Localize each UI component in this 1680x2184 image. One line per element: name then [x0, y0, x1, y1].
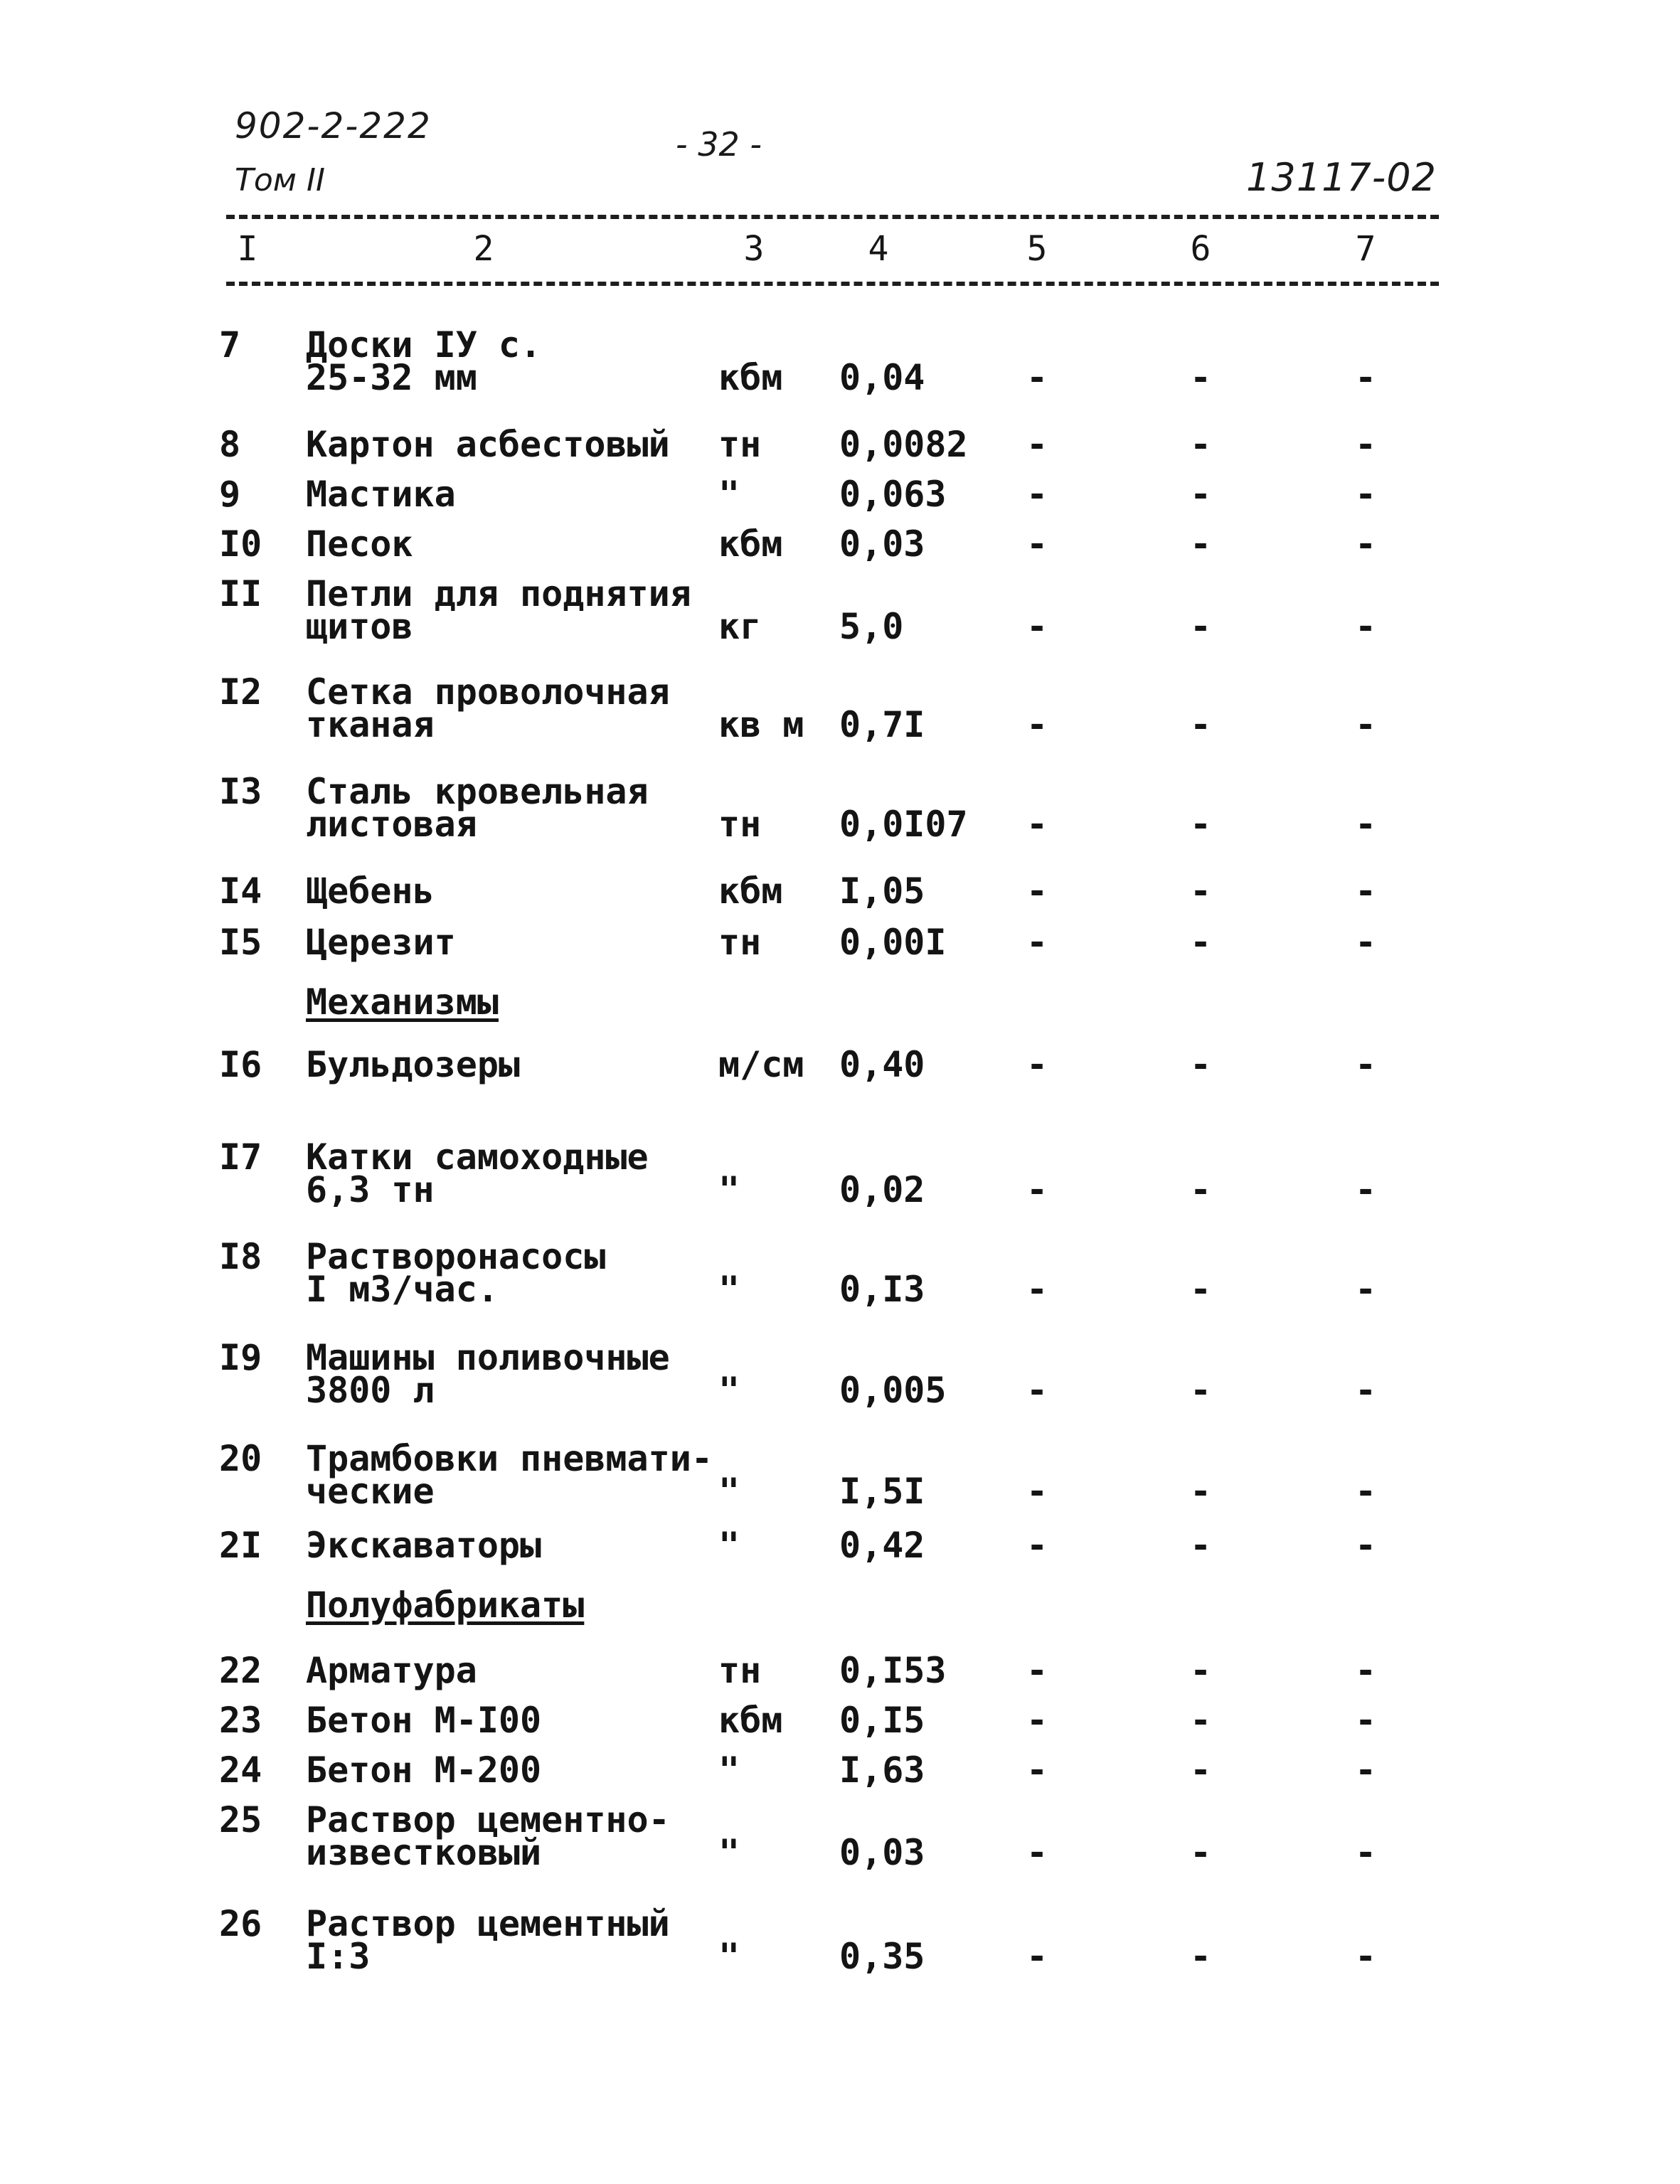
- item-name: Экскаваторы: [306, 1525, 542, 1566]
- item-name: Бетон М-200: [306, 1749, 542, 1791]
- row-number: I9: [219, 1337, 262, 1378]
- quantity: 0,35: [839, 1936, 925, 1977]
- column-5-value: -: [1026, 1936, 1048, 1977]
- column-7-value: -: [1354, 1525, 1377, 1566]
- table-row: [0, 1525, 1680, 1566]
- row-number: 24: [219, 1749, 262, 1791]
- table-row: [0, 1337, 1680, 1411]
- document-id: 13117-02: [1246, 155, 1437, 200]
- column-6-value: -: [1189, 523, 1212, 565]
- quantity: 0,0I07: [839, 804, 968, 845]
- column-6-value: -: [1189, 870, 1212, 912]
- column-6-value: -: [1189, 606, 1212, 647]
- column-7-value: -: [1354, 606, 1377, 647]
- row-number: I7: [219, 1136, 262, 1178]
- column-5-value: -: [1026, 704, 1048, 745]
- quantity: 0,42: [839, 1525, 925, 1566]
- quantity: 0,04: [839, 357, 925, 398]
- table-row: [0, 1438, 1680, 1512]
- section-title: Полуфабрикаты: [306, 1584, 585, 1626]
- column-7-value: -: [1354, 1650, 1377, 1691]
- column-6-value: -: [1189, 1700, 1212, 1741]
- column-6-value: -: [1189, 424, 1212, 465]
- column-6-value: -: [1189, 922, 1212, 963]
- quantity: 0,I53: [839, 1650, 947, 1691]
- unit-of-measure: кбм: [718, 1700, 783, 1741]
- column-5-value: -: [1026, 1370, 1048, 1411]
- column-header-1: I: [237, 229, 258, 269]
- column-7-value: -: [1354, 870, 1377, 912]
- quantity: 0,03: [839, 1832, 925, 1873]
- column-5-value: -: [1026, 1471, 1048, 1512]
- quantity: I,5I: [839, 1471, 925, 1512]
- unit-of-measure: кв м: [718, 704, 804, 745]
- item-name: Растворонасосы I м3/час.: [306, 1236, 606, 1310]
- quantity: 0,005: [839, 1370, 947, 1411]
- column-7-value: -: [1354, 357, 1377, 398]
- unit-of-measure: м/см: [718, 1044, 804, 1085]
- column-header-5: 5: [1026, 229, 1048, 269]
- column-5-value: -: [1026, 357, 1048, 398]
- item-name: Бульдозеры: [306, 1044, 521, 1085]
- unit-of-measure: кбм: [718, 357, 783, 398]
- column-6-value: -: [1189, 1936, 1212, 1977]
- item-name: Петли для поднятия щитов: [306, 573, 691, 647]
- column-5-value: -: [1026, 922, 1048, 963]
- item-name: Раствор цементно- известковый: [306, 1799, 670, 1873]
- item-name: Церезит: [306, 922, 456, 963]
- column-5-value: -: [1026, 1269, 1048, 1310]
- quantity: I,63: [839, 1749, 925, 1791]
- table-row: [0, 573, 1680, 647]
- row-number: II: [219, 573, 262, 614]
- column-7-value: -: [1354, 1832, 1377, 1873]
- quantity: I,05: [839, 870, 925, 912]
- column-5-value: -: [1026, 1044, 1048, 1085]
- unit-of-measure: тн: [718, 1650, 762, 1691]
- row-number: I3: [219, 771, 262, 812]
- row-number: 8: [219, 424, 241, 465]
- table-row: [0, 1044, 1680, 1085]
- column-7-value: -: [1354, 1269, 1377, 1310]
- unit-of-measure: ": [718, 1471, 740, 1512]
- column-5-value: -: [1026, 1169, 1048, 1210]
- unit-of-measure: ": [718, 1269, 740, 1310]
- table-row: [0, 1903, 1680, 1977]
- unit-of-measure: ": [718, 1832, 740, 1873]
- row-number: 22: [219, 1650, 262, 1691]
- table-row: [0, 1650, 1680, 1691]
- row-number: 9: [219, 474, 241, 515]
- column-6-value: -: [1189, 474, 1212, 515]
- column-header-4: 4: [868, 229, 889, 269]
- column-5-value: -: [1026, 1525, 1048, 1566]
- row-number: 25: [219, 1799, 262, 1841]
- column-6-value: -: [1189, 1749, 1212, 1791]
- column-7-value: -: [1354, 1044, 1377, 1085]
- column-6-value: -: [1189, 1471, 1212, 1512]
- table-row: [0, 474, 1680, 515]
- row-number: I4: [219, 870, 262, 912]
- quantity: 0,063: [839, 474, 947, 515]
- unit-of-measure: кг: [718, 606, 762, 647]
- column-7-value: -: [1354, 424, 1377, 465]
- row-number: 20: [219, 1438, 262, 1479]
- column-7-value: -: [1354, 922, 1377, 963]
- column-7-value: -: [1354, 1936, 1377, 1977]
- column-7-value: -: [1354, 704, 1377, 745]
- quantity: 0,7I: [839, 704, 925, 745]
- column-5-value: -: [1026, 474, 1048, 515]
- item-name: Мастика: [306, 474, 456, 515]
- column-5-value: -: [1026, 1749, 1048, 1791]
- column-7-value: -: [1354, 804, 1377, 845]
- column-5-value: -: [1026, 606, 1048, 647]
- row-number: I8: [219, 1236, 262, 1277]
- column-header-6: 6: [1190, 229, 1211, 269]
- unit-of-measure: ": [718, 1525, 740, 1566]
- column-6-value: -: [1189, 1269, 1212, 1310]
- item-name: Песок: [306, 523, 413, 565]
- quantity: 0,03: [839, 523, 925, 565]
- item-name: Раствор цементный I:3: [306, 1903, 670, 1977]
- document-code: 902-2-222: [235, 105, 432, 147]
- quantity: 0,00I: [839, 922, 947, 963]
- unit-of-measure: тн: [718, 922, 762, 963]
- column-7-value: -: [1354, 1169, 1377, 1210]
- volume-label: Том II: [235, 162, 325, 198]
- item-name: Катки самоходные 6,3 тн: [306, 1136, 649, 1210]
- column-6-value: -: [1189, 1370, 1212, 1411]
- table-row: [0, 1236, 1680, 1310]
- quantity: 0,0082: [839, 424, 968, 465]
- column-6-value: -: [1189, 804, 1212, 845]
- unit-of-measure: ": [718, 474, 740, 515]
- row-number: I5: [219, 922, 262, 963]
- table-row: [0, 771, 1680, 845]
- column-5-value: -: [1026, 804, 1048, 845]
- item-name: Сетка проволочная тканая: [306, 671, 670, 745]
- item-name: Доски IУ с. 25-32 мм: [306, 324, 542, 398]
- column-header-3: 3: [743, 229, 765, 269]
- item-name: Арматура: [306, 1650, 477, 1691]
- column-6-value: -: [1189, 1832, 1212, 1873]
- unit-of-measure: ": [718, 1936, 740, 1977]
- column-5-value: -: [1026, 1832, 1048, 1873]
- row-number: I6: [219, 1044, 262, 1085]
- row-number: I2: [219, 671, 262, 713]
- item-name: Сталь кровельная листовая: [306, 771, 649, 845]
- row-number: 2I: [219, 1525, 262, 1566]
- unit-of-measure: тн: [718, 424, 762, 465]
- column-7-value: -: [1354, 523, 1377, 565]
- quantity: 0,40: [839, 1044, 925, 1085]
- column-6-value: -: [1189, 1169, 1212, 1210]
- unit-of-measure: ": [718, 1370, 740, 1411]
- column-6-value: -: [1189, 1525, 1212, 1566]
- item-name: Бетон М-I00: [306, 1700, 542, 1741]
- column-6-value: -: [1189, 704, 1212, 745]
- column-5-value: -: [1026, 870, 1048, 912]
- quantity: 5,0: [839, 606, 904, 647]
- table-row: [0, 922, 1680, 963]
- table-row: [0, 1700, 1680, 1741]
- item-name: Щебень: [306, 870, 435, 912]
- quantity: 0,02: [839, 1169, 925, 1210]
- column-5-value: -: [1026, 1650, 1048, 1691]
- column-header-2: 2: [473, 229, 494, 269]
- column-6-value: -: [1189, 357, 1212, 398]
- column-7-value: -: [1354, 1471, 1377, 1512]
- column-7-value: -: [1354, 1370, 1377, 1411]
- column-6-value: -: [1189, 1650, 1212, 1691]
- unit-of-measure: ": [718, 1749, 740, 1791]
- section-title: Механизмы: [306, 981, 499, 1023]
- column-5-value: -: [1026, 523, 1048, 565]
- column-7-value: -: [1354, 474, 1377, 515]
- table-row: [0, 424, 1680, 465]
- item-name: Машины поливочные 3800 л: [306, 1337, 670, 1411]
- row-number: 23: [219, 1700, 262, 1741]
- column-7-value: -: [1354, 1749, 1377, 1791]
- column-5-value: -: [1026, 424, 1048, 465]
- unit-of-measure: ": [718, 1169, 740, 1210]
- page-number: - 32 -: [676, 125, 762, 164]
- row-number: I0: [219, 523, 262, 565]
- quantity: 0,I3: [839, 1269, 925, 1310]
- item-name: Трамбовки пневмати- ческие: [306, 1438, 713, 1512]
- row-number: 26: [219, 1903, 262, 1944]
- column-header-7: 7: [1355, 229, 1376, 269]
- quantity: 0,I5: [839, 1700, 925, 1741]
- column-5-value: -: [1026, 1700, 1048, 1741]
- column-7-value: -: [1354, 1700, 1377, 1741]
- unit-of-measure: кбм: [718, 523, 783, 565]
- item-name: Картон асбестовый: [306, 424, 670, 465]
- unit-of-measure: тн: [718, 804, 762, 845]
- unit-of-measure: кбм: [718, 870, 783, 912]
- column-6-value: -: [1189, 1044, 1212, 1085]
- row-number: 7: [219, 324, 241, 366]
